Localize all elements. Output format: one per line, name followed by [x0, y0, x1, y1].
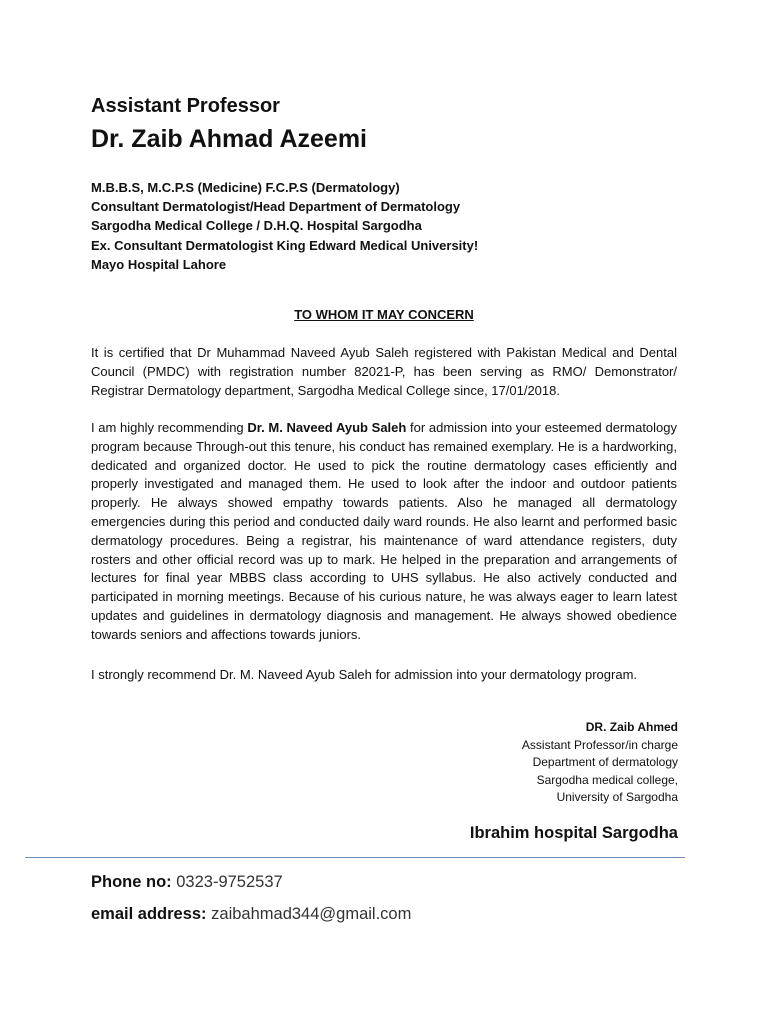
letter-heading: TO WHOM IT MAY CONCERN: [294, 307, 474, 322]
credential-line: Mayo Hospital Lahore: [91, 256, 227, 272]
footer-divider: [25, 857, 685, 858]
phone-label: Phone no:: [91, 873, 172, 891]
email-line: [91, 905, 411, 924]
paragraph2-rest: for admission into your esteemed dermatology program because Through-out this tenure, his conduct has remained exemplary. He is a hardworking, dedicated and organized doctor. He used to pick the routine dermatology cases efficiently and properly investigated and managed them. He used to look after the indoor and outdoor patients properly. He always showed empathy towards patients. Also he managed all dermatology emergencies during this period and conducted daily ward rounds. He also learnt and performed basic dermatology procedures. Being a registrar, his maintenance of ward attendance registers, duty rosters and other official record was up to mark. He helped in the preparation and arrangements of lectures for final year MBBS class according to UHS syllabus. He also actively conducted and participated in morning meetings. Because of his curious nature, he was always eager to learn latest updates and guidelines in dermatology diagnosis and management. He always showed obedience towards seniors and affections towards juniors.: [91, 420, 678, 642]
signatory-title: Assistant Professor/in charge: [521, 737, 678, 752]
phone-line: [91, 873, 283, 892]
hospital-name: Ibrahim hospital Sargodha: [469, 824, 678, 842]
credential-line: Ex. Consultant Dermatologist King Edward Medical University!: [91, 237, 479, 253]
credential-line: Sargodha Medical College / D.H.Q. Hospital Sargodha: [91, 218, 422, 234]
email-label: email address:: [91, 905, 207, 923]
credential-line: M.B.B.S, M.C.P.S (Medicine) F.C.P.S (Dermatology): [91, 180, 400, 195]
email-value: zaibahmad344@gmail.com: [211, 905, 412, 923]
credential-line: Consultant Dermatologist/Head Department of Dermatology: [91, 199, 461, 215]
role-title: Assistant Professor: [91, 95, 280, 117]
signatory-department: Department of dermatology: [532, 755, 678, 770]
phone-value: 0323-9752537: [176, 873, 283, 891]
paragraph2-start: I am highly recommending: [91, 420, 248, 435]
doctor-name: Dr. Zaib Ahmad Azeemi: [91, 125, 367, 153]
paragraph-certification: It is certified that Dr Muhammad Naveed Ayub Saleh registered with Pakistan Medical and Dental Council (PMDC) with registration number 82021-P, has been serving as RMO/ Demonstrator/ Registrar Dermatology department, Sargodha Medical College since, 17/01/2018.: [91, 345, 677, 398]
paragraph-closing: I strongly recommend Dr. M. Naveed Ayub Saleh for admission into your dermatology program.: [91, 667, 638, 682]
credentials-block: [91, 178, 478, 274]
candidate-name: Dr. M. Naveed Ayub Saleh: [247, 420, 407, 435]
signatory-name: DR. Zaib Ahmed: [585, 720, 678, 734]
signatory-university: University of Sargodha: [556, 790, 678, 805]
paragraph-recommendation: [91, 419, 677, 645]
signatory-college: Sargodha medical college,: [536, 772, 678, 787]
signature-block: [522, 719, 678, 807]
